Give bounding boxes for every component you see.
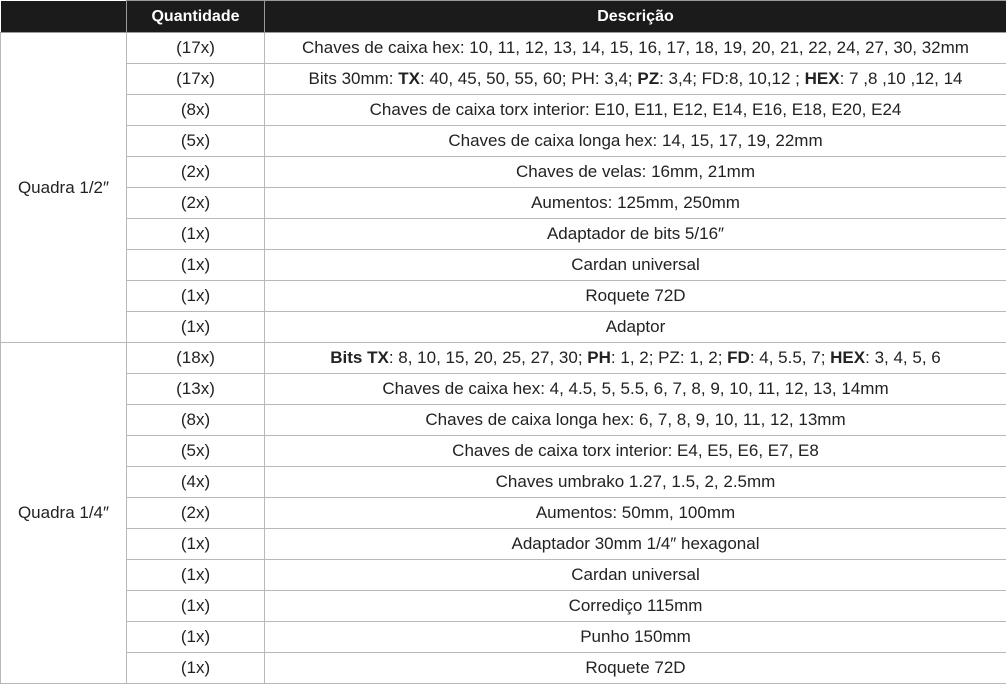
description-segment: Chaves de caixa hex: 4, 4.5, 5, 5.5, 6, 7, 8, 9, 10, 11, 12, 13, 14mm	[382, 379, 889, 398]
description-cell	[265, 188, 1006, 219]
description-segment: Chaves umbrako 1.27, 1.5, 2, 2.5mm	[495, 472, 776, 491]
description-segment: : 40, 45, 50, 55, 60; PH: 3,4;	[420, 69, 638, 88]
description-bold-segment: HEX	[830, 348, 866, 367]
table-row	[1, 343, 1006, 374]
description-segment: : 7 ,8 ,10 ,12, 14	[839, 69, 963, 88]
description-segment: Adaptador 30mm 1/4″ hexagonal	[511, 534, 760, 553]
quantity-cell: (1x)	[127, 560, 265, 591]
description-segment: : 4, 5.5, 7;	[749, 348, 831, 367]
quantity-cell: (1x)	[127, 653, 265, 684]
description-cell	[265, 529, 1006, 560]
description-segment: Chaves de velas: 16mm, 21mm	[515, 162, 756, 181]
quantity-cell: (1x)	[127, 281, 265, 312]
table-row	[1, 95, 1006, 126]
description-cell	[265, 591, 1006, 622]
description-cell	[265, 33, 1006, 64]
description-cell	[265, 157, 1006, 188]
table-row	[1, 529, 1006, 560]
description-segment: Cardan universal	[571, 255, 700, 274]
quantity-cell: (13x)	[127, 374, 265, 405]
table-body	[1, 33, 1006, 684]
table-row	[1, 591, 1006, 622]
quantity-cell: (18x)	[127, 343, 265, 374]
description-segment: Bits 30mm:	[308, 69, 399, 88]
description-cell	[265, 281, 1006, 312]
quantity-cell: (1x)	[127, 312, 265, 343]
quantity-cell: (1x)	[127, 622, 265, 653]
description-cell	[265, 436, 1006, 467]
table-row	[1, 312, 1006, 343]
table-row	[1, 498, 1006, 529]
description-segment: Aumentos: 125mm, 250mm	[531, 193, 740, 212]
header-blank-cell	[1, 1, 127, 33]
description-segment: Cardan universal	[571, 565, 700, 584]
description-cell	[265, 374, 1006, 405]
description-bold-segment: Bits TX	[330, 348, 389, 367]
description-cell	[265, 64, 1006, 95]
description-cell	[265, 405, 1006, 436]
table-row	[1, 436, 1006, 467]
quantity-cell: (17x)	[127, 33, 265, 64]
description-cell	[265, 622, 1006, 653]
description-cell	[265, 653, 1006, 684]
table-row	[1, 188, 1006, 219]
description-segment: Roquete 72D	[585, 658, 686, 677]
description-bold-segment: PZ	[637, 69, 660, 88]
description-cell	[265, 467, 1006, 498]
description-bold-segment: TX	[398, 69, 420, 88]
group-label: Quadra 1/4″	[1, 343, 127, 684]
table-row	[1, 653, 1006, 684]
description-bold-segment: HEX	[804, 69, 840, 88]
table-row	[1, 33, 1006, 64]
description-cell	[265, 219, 1006, 250]
table-row	[1, 64, 1006, 95]
quantity-cell: (17x)	[127, 64, 265, 95]
description-bold-segment: FD	[727, 348, 750, 367]
description-segment: Chaves de caixa hex: 10, 11, 12, 13, 14, 15, 16, 17, 18, 19, 20, 21, 22, 24, 27, 30, 32mm	[302, 38, 969, 57]
table-row	[1, 405, 1006, 436]
quantity-cell: (8x)	[127, 95, 265, 126]
header-description: Descrição	[265, 1, 1006, 33]
quantity-cell: (4x)	[127, 467, 265, 498]
quantity-cell: (1x)	[127, 219, 265, 250]
table-row	[1, 622, 1006, 653]
quantity-cell: (8x)	[127, 405, 265, 436]
quantity-cell: (1x)	[127, 591, 265, 622]
description-segment: Chaves de caixa longa hex: 6, 7, 8, 9, 10, 11, 12, 13mm	[425, 410, 846, 429]
quantity-cell: (5x)	[127, 436, 265, 467]
table-row	[1, 126, 1006, 157]
description-segment: Corrediço 115mm	[568, 596, 703, 615]
description-cell	[265, 343, 1006, 374]
description-segment: Chaves de caixa torx interior: E4, E5, E6, E7, E8	[452, 441, 819, 460]
quantity-cell: (2x)	[127, 498, 265, 529]
quantity-cell: (1x)	[127, 529, 265, 560]
description-segment: Chaves de caixa torx interior: E10, E11, E12, E14, E16, E18, E20, E24	[369, 100, 902, 119]
quantity-cell: (2x)	[127, 188, 265, 219]
table-row	[1, 374, 1006, 405]
description-cell	[265, 498, 1006, 529]
description-segment: Punho 150mm	[580, 627, 691, 646]
table-row	[1, 250, 1006, 281]
description-cell	[265, 560, 1006, 591]
description-segment: : 3, 4, 5, 6	[865, 348, 941, 367]
description-segment: Adaptador de bits 5/16″	[546, 224, 725, 243]
table-row	[1, 467, 1006, 498]
table-row	[1, 560, 1006, 591]
header-quantity: Quantidade	[127, 1, 265, 33]
description-segment: Chaves de caixa longa hex: 14, 15, 17, 19, 22mm	[448, 131, 823, 150]
description-cell	[265, 312, 1006, 343]
table-row	[1, 219, 1006, 250]
table-row	[1, 157, 1006, 188]
header-row	[1, 1, 1006, 33]
description-segment: Aumentos: 50mm, 100mm	[535, 503, 736, 522]
description-cell	[265, 126, 1006, 157]
description-cell	[265, 250, 1006, 281]
description-segment: Roquete 72D	[585, 286, 686, 305]
description-segment: : 3,4; FD:8, 10,12 ;	[659, 69, 805, 88]
description-segment: Adaptor	[605, 317, 666, 336]
description-segment: : 1, 2; PZ: 1, 2;	[610, 348, 728, 367]
quantity-cell: (1x)	[127, 250, 265, 281]
description-bold-segment: PH	[587, 348, 611, 367]
table-row	[1, 281, 1006, 312]
quantity-cell: (5x)	[127, 126, 265, 157]
description-segment: : 8, 10, 15, 20, 25, 27, 30;	[388, 348, 588, 367]
group-label: Quadra 1/2″	[1, 33, 127, 343]
description-cell	[265, 95, 1006, 126]
quantity-cell: (2x)	[127, 157, 265, 188]
